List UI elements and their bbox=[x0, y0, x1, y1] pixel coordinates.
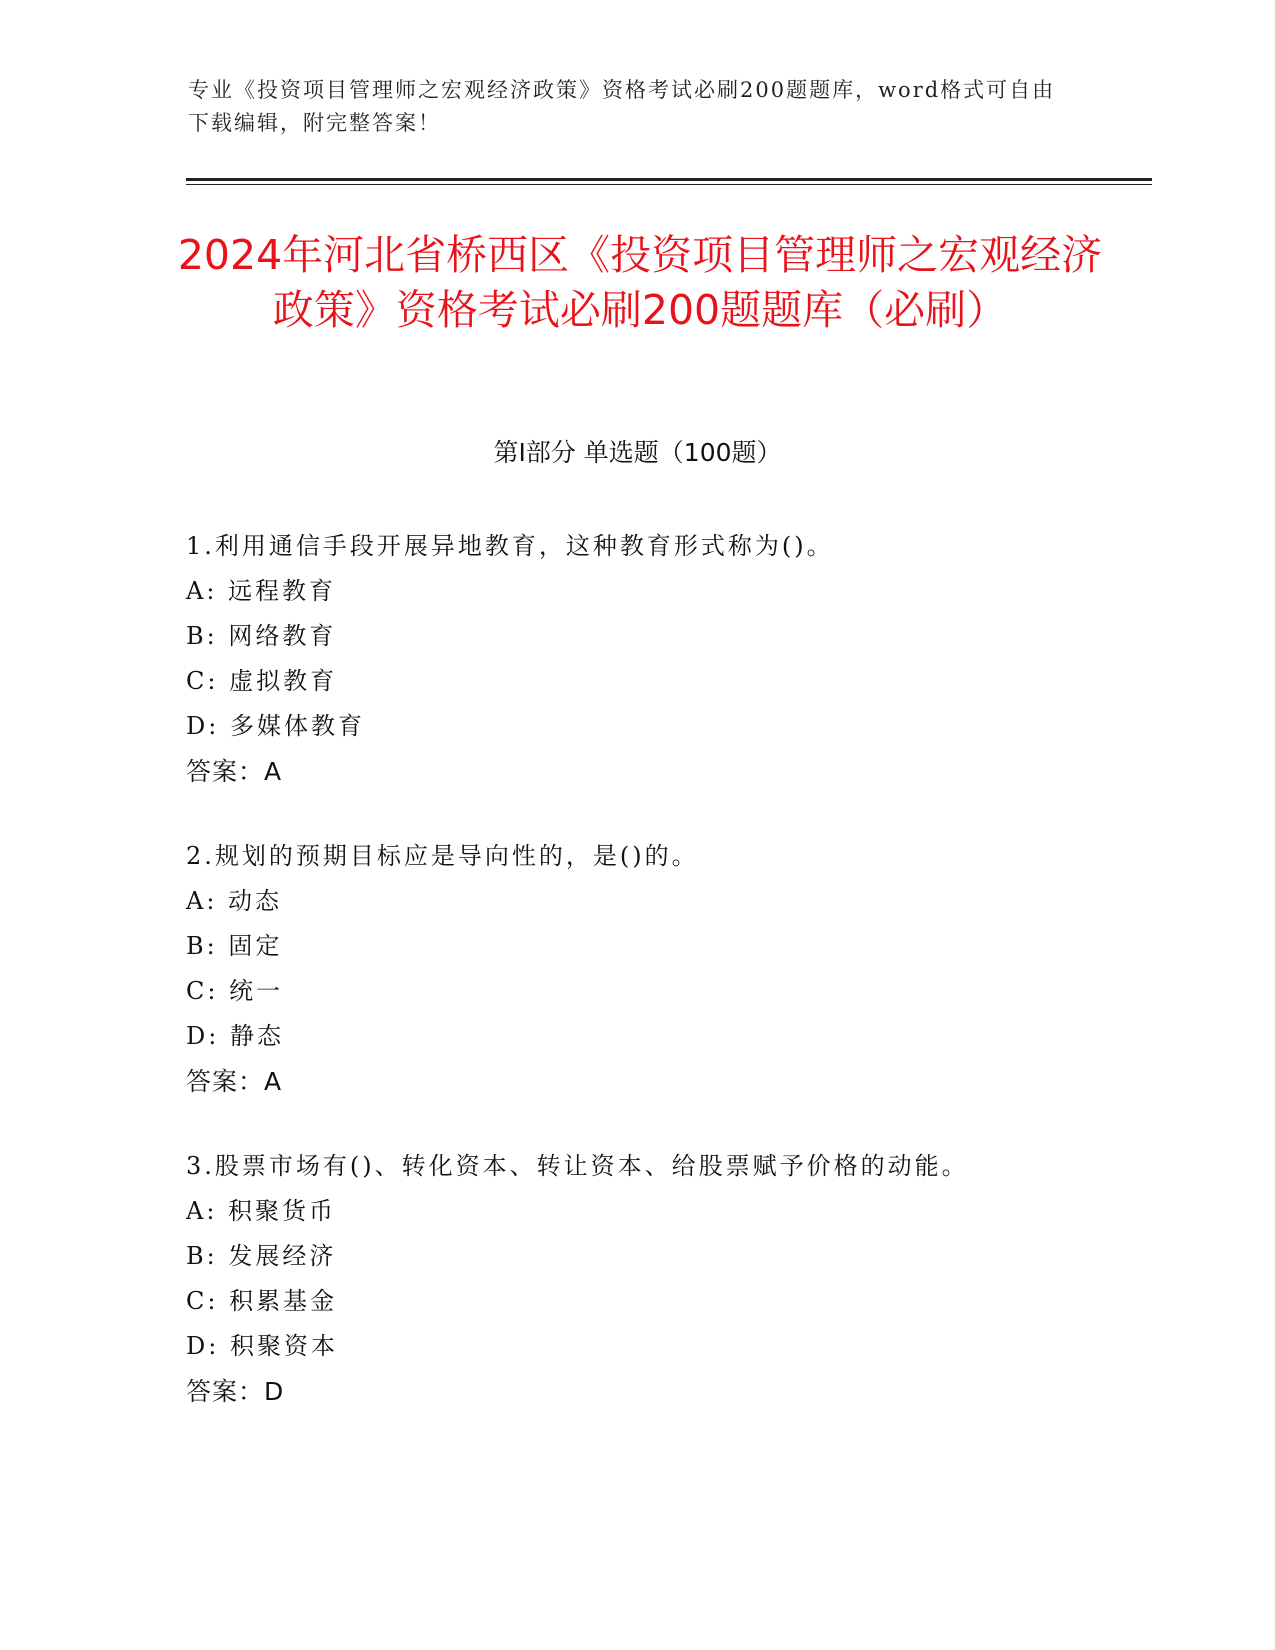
question-stem: 1.利用通信手段开展异地教育，这种教育形式称为()。 bbox=[186, 532, 834, 560]
answer-line: 答案：D bbox=[186, 1377, 285, 1406]
option-a: A: 积聚货币 bbox=[186, 1197, 337, 1225]
option-d: D: 静态 bbox=[186, 1022, 284, 1050]
option-b: B: 固定 bbox=[186, 932, 283, 960]
option-c: C: 统一 bbox=[186, 977, 284, 1005]
question-3 bbox=[186, 1144, 1146, 1414]
answer-line: 答案：A bbox=[186, 1067, 283, 1096]
answer-line: 答案：A bbox=[186, 757, 283, 786]
question-1 bbox=[186, 524, 1146, 794]
option-d: D: 多媒体教育 bbox=[186, 712, 365, 740]
option-a: A: 远程教育 bbox=[186, 577, 337, 605]
option-b: B: 网络教育 bbox=[186, 622, 337, 650]
header-note: 专业《投资项目管理师之宏观经济政策》资格考试必刷200题题库，word格式可自由下载编辑，附完整答案！ bbox=[188, 78, 1056, 135]
question-stem: 2.规划的预期目标应是导向性的，是()的。 bbox=[186, 842, 699, 870]
option-c: C: 积累基金 bbox=[186, 1287, 338, 1315]
option-c: C: 虚拟教育 bbox=[186, 667, 338, 695]
option-d: D: 积聚资本 bbox=[186, 1332, 338, 1360]
header-divider-thick bbox=[186, 178, 1152, 181]
option-a: A: 动态 bbox=[186, 887, 283, 915]
option-b: B: 发展经济 bbox=[186, 1242, 337, 1270]
document-title: 2024年河北省桥西区《投资项目管理师之宏观经济政策》资格考试必刷200题题库（必刷） bbox=[177, 231, 1103, 334]
section-title: 第Ⅰ部分 单选题（100题） bbox=[493, 438, 782, 467]
question-stem: 3.股票市场有()、转化资本、转让资本、给股票赋予价格的动能。 bbox=[186, 1152, 969, 1180]
question-list bbox=[186, 524, 1146, 1454]
question-2 bbox=[186, 834, 1146, 1104]
header-divider-thin bbox=[186, 184, 1152, 185]
